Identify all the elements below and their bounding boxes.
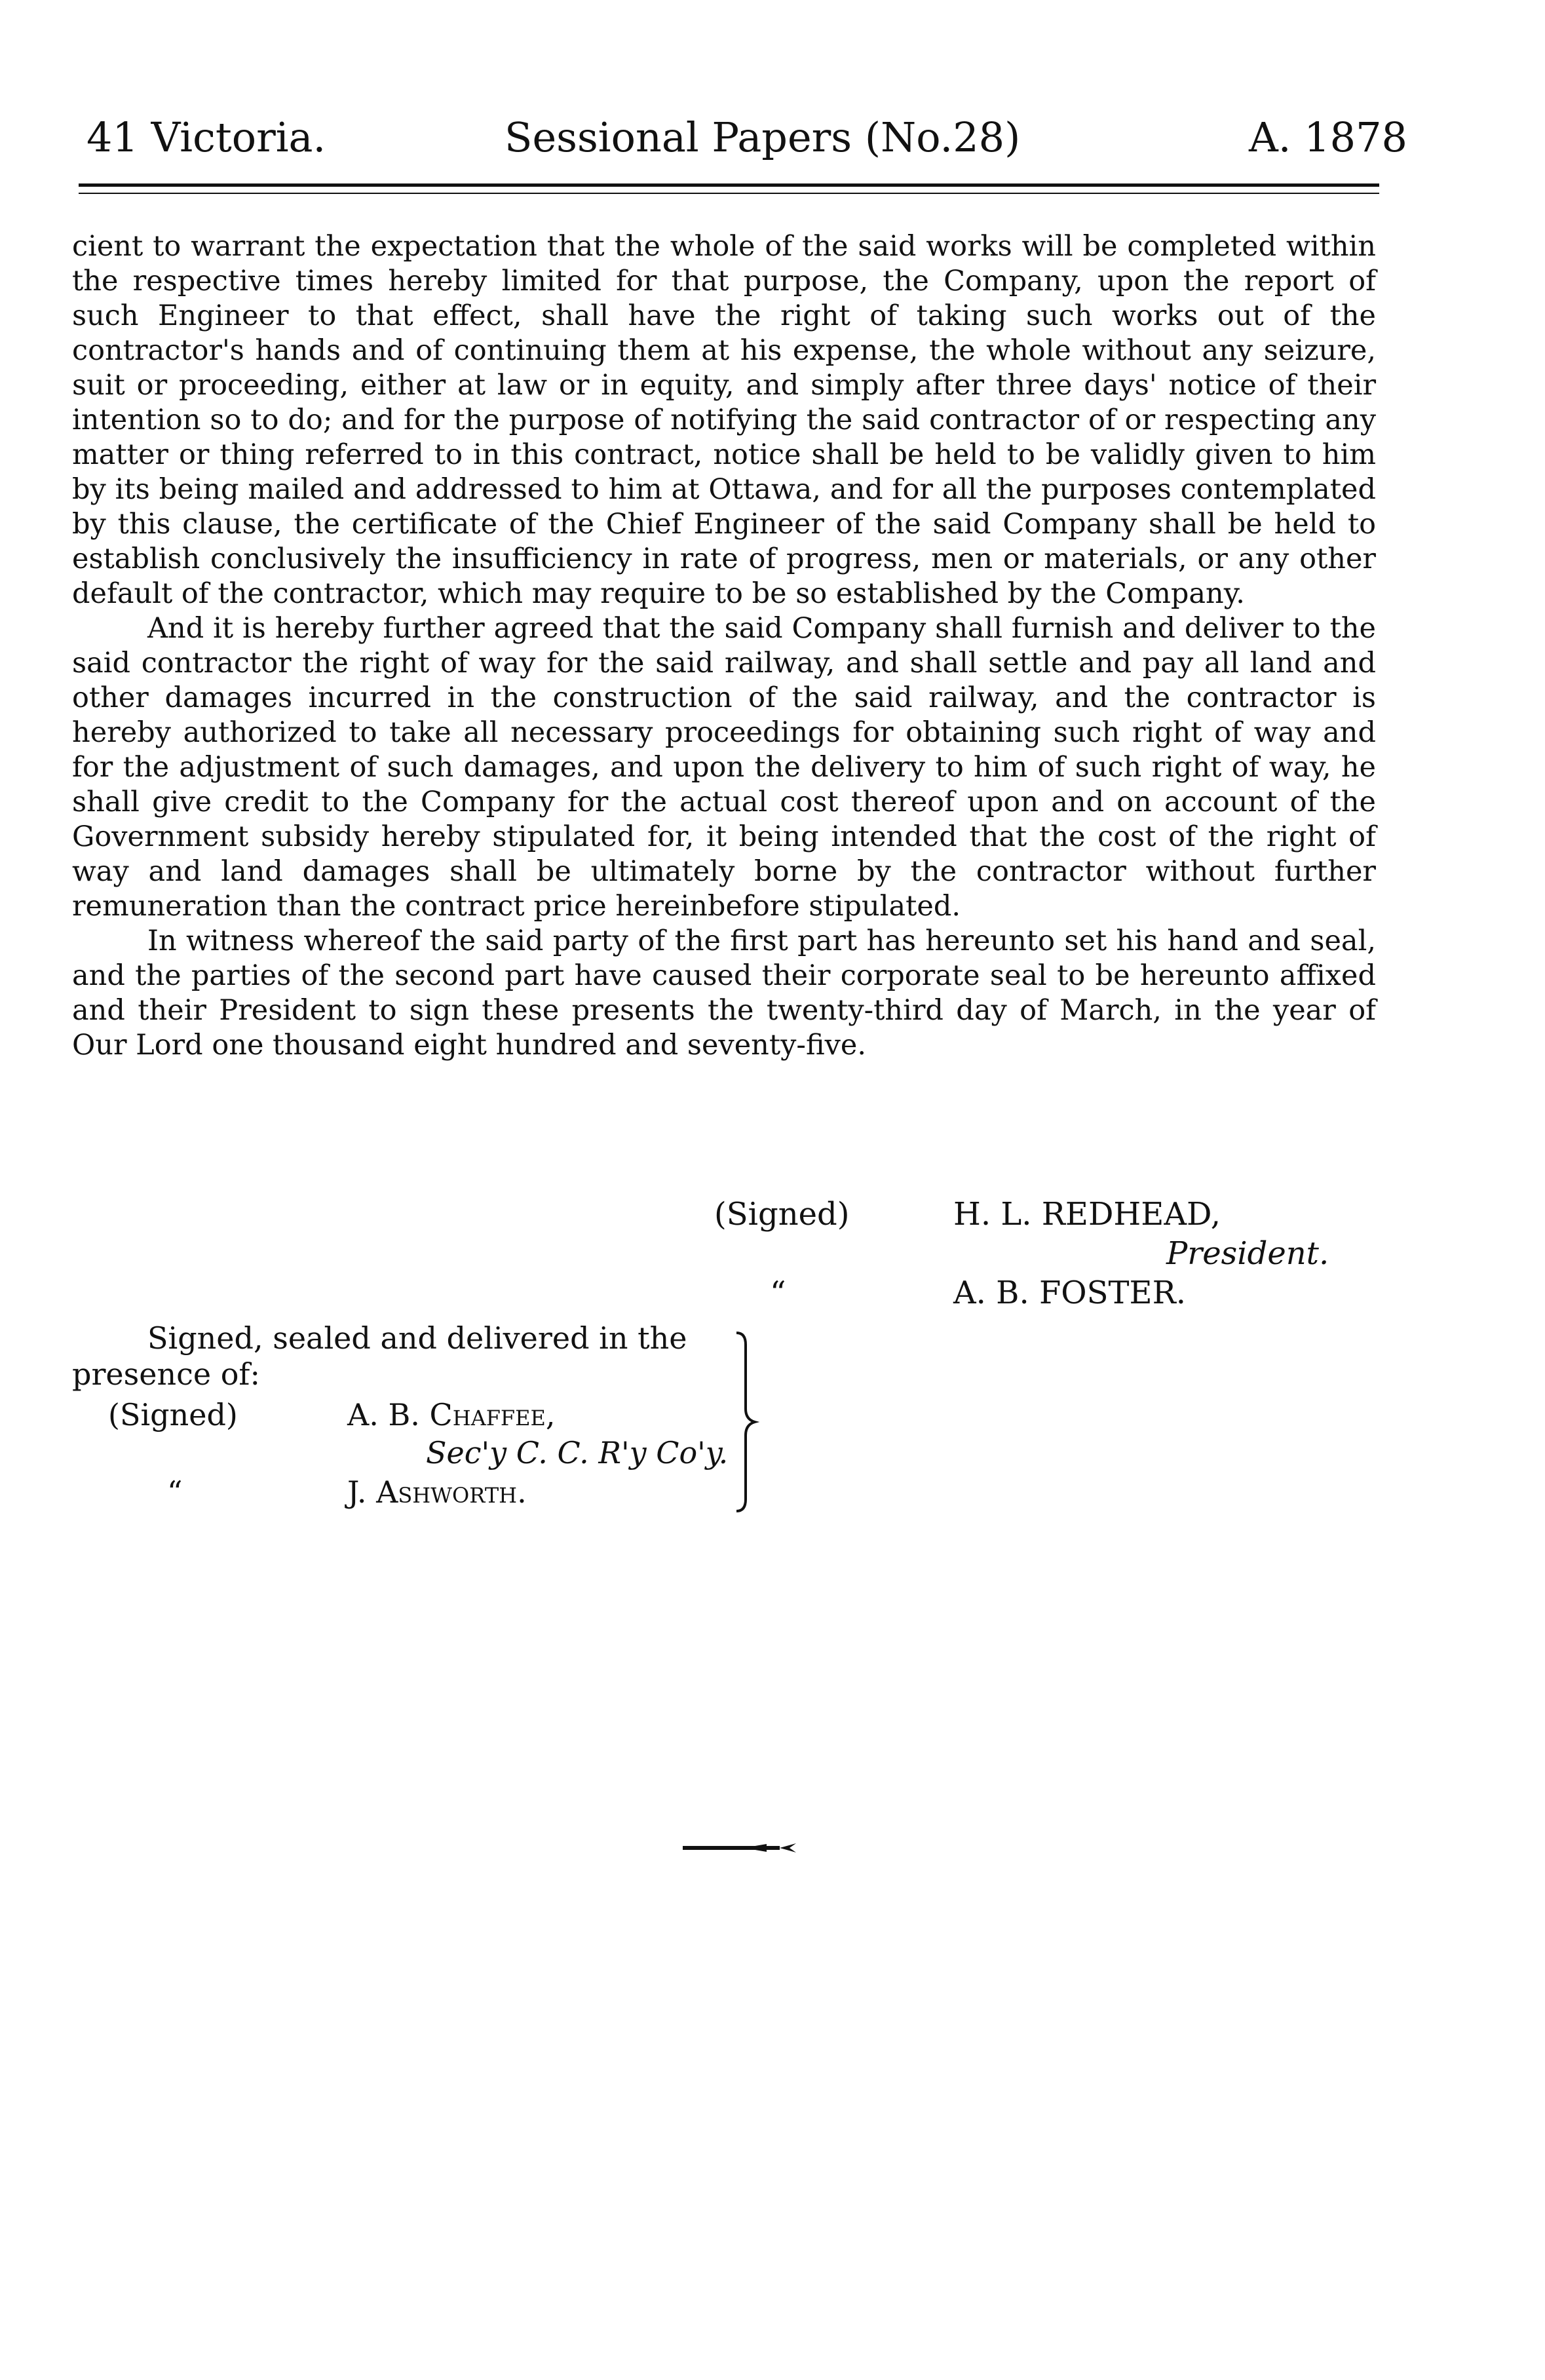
paragraph-3: In witness whereof the said party of the first part has hereunto set his hand and seal, and the parties of the second part have caused their corporate seal to be hereunto affixed and their President to sign these presents the twenty-third day of March, in the year of Our Lord one thousand eight hundred and seventy-five. — [72, 925, 1376, 1062]
header-year: A. 1878 — [1249, 113, 1407, 161]
running-header — [72, 108, 1407, 167]
witness-intro-line-1: Signed, sealed and delivered in the — [147, 1320, 687, 1356]
end-ornament-icon — [681, 1841, 799, 1854]
witness-name-1: A. B. Chaffee, — [347, 1397, 556, 1432]
signed-label: (Signed) — [714, 1196, 850, 1233]
paragraph-1: cient to warrant the expectation that the whole of the said works will be completed within the respective times hereby limited for that purpose, the Company, upon the report of such Engineer to that effect, shall have the right of taking such works out of the contractor's hands and of continuing them at his expense, the whole without any seizure, suit or proceeding, either at law or in equity, and simply after three days' notice of their intention so to do; and for the purpose of notifying the said contractor of or respecting any matter or thing referred to in this contract, notice shall be held to be validly given to him by its being mailed and addressed to him at Ottawa, and for all the purposes contemplated by this clause, the certificate of the Chief Engineer of the said Company shall be held to establish conclusively the insufficiency in rate of progress, men or materials, or any other default of the contractor, which may require to be so established by the Company. — [72, 230, 1376, 610]
header-rule-thick — [79, 183, 1379, 187]
witness-intro — [72, 1320, 727, 1392]
right-brace-icon — [734, 1330, 760, 1514]
witness-title-1: Sec'y C. C. R'y Co'y. — [426, 1435, 729, 1470]
signatory-title-1: President. — [1166, 1235, 1329, 1272]
ditto-mark: “ — [770, 1275, 786, 1311]
body-text — [72, 229, 1376, 1063]
header-volume: 41 Victoria. — [86, 113, 326, 161]
header-title: Sessional Papers (No.28) — [505, 113, 1021, 161]
header-rule-thin — [79, 193, 1379, 194]
witness-intro-line-2: presence of: — [72, 1356, 260, 1392]
witness-name-2: J. Ashworth. — [347, 1474, 527, 1510]
signatory-name-2: A. B. FOSTER. — [953, 1275, 1186, 1311]
witness-signed-label: (Signed) — [108, 1397, 238, 1432]
paragraph-2: And it is hereby further agreed that the said Company shall furnish and deliver to the said contractor the right of way for the said railway, and shall settle and pay all land and other damages incurred in the construction of the said railway, and the contractor is hereby authorized to take all necessary proceedings for obtaining such right of way and for the adjustment of such damages, and upon the delivery to him of such right of way, he shall give credit to the Company for the actual cost thereof upon and on account of the Government subsidy hereby stipulated for, it being intended that the cost of the right of way and land damages shall be ultimately borne by the contractor without further remuneration than the contract price hereinbefore stipulated. — [72, 612, 1376, 923]
signatory-name-1: H. L. REDHEAD, — [953, 1196, 1221, 1233]
witness-ditto-mark: “ — [167, 1474, 183, 1510]
